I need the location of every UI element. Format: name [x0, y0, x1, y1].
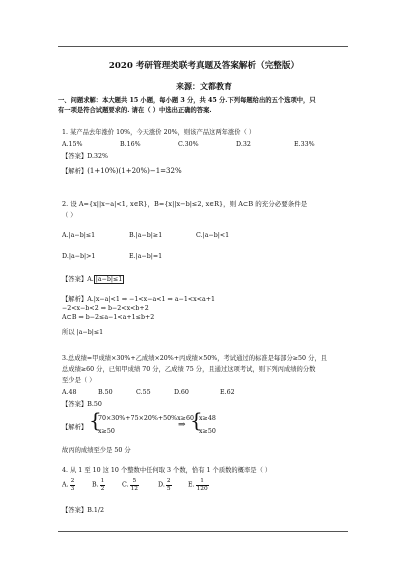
q3-analysis-label: 【解析】: [62, 424, 88, 431]
q4-option-d-fraction: [166, 478, 172, 492]
q1-option-e: E.33%: [294, 141, 315, 148]
q2-analysis-label: 【解析】: [62, 296, 88, 303]
q3-stem-line1: 3.总成绩=甲成绩×30%+乙成绩×20%+丙成绩×50%，考试通过的标准是每部分≥50 分，且: [62, 355, 327, 362]
q4-option-a-num: 2: [70, 478, 75, 484]
section-heading: 一、问题求解：本大题共 15 小题，每小题 3 分，共 45 分.下列每题给出的五个选项中，只: [58, 97, 316, 104]
q4-answer: 【答案】B.1/2: [62, 507, 104, 514]
q1-option-a: A.15%: [62, 141, 83, 148]
q3-option-c: C.55: [136, 389, 151, 396]
q3-option-a: A.48: [62, 389, 77, 396]
q3-implies-arrow: ⇒: [178, 420, 186, 430]
q4-option-a-den: 3: [70, 485, 75, 492]
q3-option-b: B.50: [98, 389, 113, 396]
q3-result-line1: x≥48: [199, 415, 216, 422]
q4-option-b-num: 1: [100, 478, 105, 484]
document-title: 2020 考研管理类联考真题及答案解析（完整版）: [108, 61, 300, 71]
q2-conclusion: 所以 |a−b|≤1: [62, 329, 104, 336]
q3-system-line1: 70×30%+75×20%+50%x≥60: [98, 415, 194, 422]
q4-option-c-den: 12: [130, 485, 138, 492]
q3-option-d: D.60: [174, 389, 189, 396]
q2-answer-row: [62, 276, 124, 284]
q2-analysis-row1: [62, 296, 215, 304]
q1-analysis-formula: (1+10%)(1+20%)−1=32%: [87, 167, 182, 175]
q4-option-c-num: 5: [130, 478, 139, 486]
q2-stem-tail: （ ）: [62, 212, 77, 219]
q2-option-b: B.|a−b|≥1: [129, 232, 163, 239]
q2-option-d: D.|a−b|>1: [62, 253, 96, 260]
q1-option-b: B.16%: [120, 141, 141, 148]
q4-option-e-label: E.: [188, 481, 195, 489]
q2-analysis-line2: −2<x−b<2 ⇒ b−2<x<b+2: [62, 305, 149, 312]
section-heading-line2: 有一项是符合试题要求的. 请在（ ）中选出正确的答案.: [58, 107, 212, 114]
q4-option-e: [188, 478, 210, 493]
q4-option-c: [122, 478, 140, 493]
q3-answer: 【答案】B.50: [62, 401, 102, 408]
q4-option-e-fraction: [196, 478, 209, 492]
q4-option-d: [158, 478, 173, 493]
q4-option-a: [62, 478, 76, 493]
q2-analysis-line1: A.|x−a|<1 ⇒ −1<x−a<1 ⇒ a−1<x<a+1: [87, 296, 216, 303]
q2-stem: 2. 设 A={x||x−a|<1, x∈R}，B={x||x−b|≤2, x∈R}，则 A⊂B 的充分必要条件是: [62, 200, 308, 208]
q1-option-c: C.30%: [178, 141, 199, 148]
footer-rule: [58, 531, 348, 532]
q1-option-d: D.32: [236, 141, 251, 148]
q3-stem-line3: 至少是（ ）: [62, 377, 96, 384]
q4-option-c-label: C.: [122, 481, 129, 489]
q4-option-e-den: 120: [196, 485, 208, 492]
q3-right-brace: {: [190, 408, 203, 432]
q3-option-e: E.62: [220, 389, 235, 396]
q4-option-b: [92, 478, 106, 493]
q3-result-line2: x≥50: [199, 428, 216, 435]
q2-option-a: A.|a−b|≤1: [62, 232, 96, 239]
q4-option-b-label: B.: [92, 481, 99, 489]
q1-analysis-label: 【解析】: [62, 168, 88, 175]
q2-answer-label: 【答案】A.: [62, 276, 94, 283]
q4-stem: 4. 从 1 至 10 这 10 个整数中任何取 3 个数，恰有 1 个质数的概率是（ ）: [62, 467, 272, 474]
q4-option-c-fraction: [130, 478, 139, 492]
q3-system-line2: x≥50: [98, 428, 115, 435]
q4-option-b-den: 2: [100, 485, 105, 492]
q4-option-d-num: 2: [166, 478, 171, 484]
q4-option-a-fraction: [70, 478, 76, 492]
q4-option-d-label: D.: [158, 481, 165, 489]
q2-option-e: E.|a−b|=1: [129, 253, 163, 260]
q3-conclusion: 故丙的成绩至少是 50 分: [62, 447, 131, 454]
q4-option-b-fraction: [100, 478, 106, 492]
document-source: 来源：文都教育: [176, 81, 232, 91]
q1-analysis-row: [62, 167, 182, 176]
q1-answer: 【答案】D.32%: [62, 153, 109, 160]
q2-analysis-line3: A⊂B ⇒ b−2≤a−1<a+1≤b+2: [62, 314, 155, 321]
q3-left-brace: {: [89, 408, 102, 432]
q4-option-a-label: A.: [62, 481, 69, 489]
q2-answer-math: |a−b|≤1: [95, 276, 123, 283]
q2-option-c: C.|a−b|<1: [196, 232, 230, 239]
q1-stem: 1. 某产品去年涨价 10%，今天涨价 20%，则该产品这两年涨价（ ）: [62, 129, 256, 136]
header-rule: [58, 46, 348, 47]
q4-option-d-den: 5: [166, 485, 171, 492]
q3-stem-line2: 总成绩≥60 分，已知甲成绩 70 分，乙成绩 75 分，且通过这项考试，则下列丙成绩的分数: [62, 366, 316, 373]
q4-option-e-num: 1: [196, 478, 209, 486]
